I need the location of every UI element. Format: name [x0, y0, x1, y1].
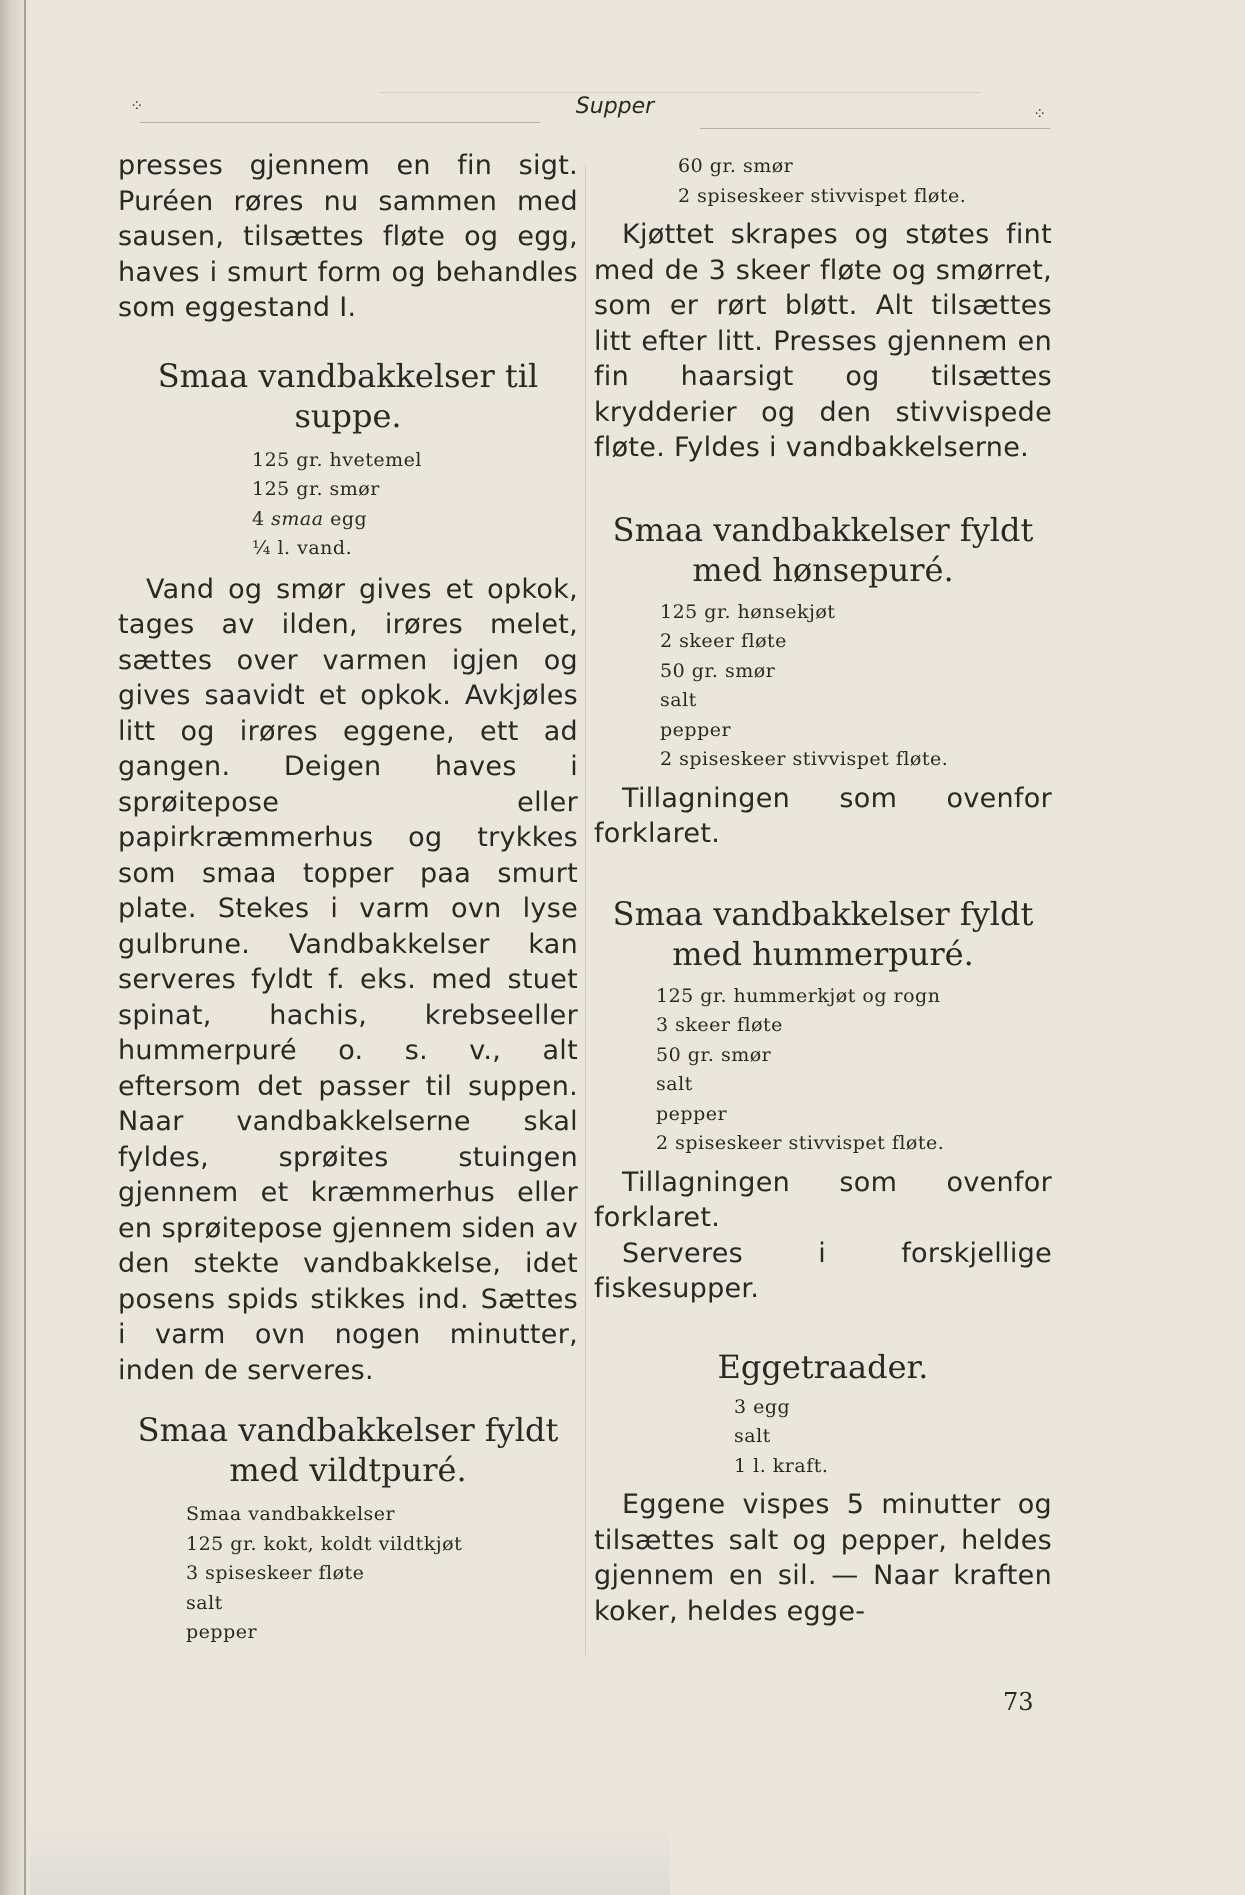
recipe-title-eggetraader: Eggetraader.: [717, 1347, 929, 1386]
ingredient-item: Smaa vandbakkelser: [186, 1503, 396, 1525]
recipe-title-honsepure: Smaa vandbakkelser fyldt med hønsepuré.: [612, 510, 1034, 589]
recipe-serving-paragraph: Serveres i forskjellige fiskesupper.: [594, 1237, 1052, 1304]
ingredient-item: pepper: [186, 1621, 258, 1643]
recipe-method-paragraph: Kjøttet skrapes og støtes fint med de 3 skeer fløte og smørret, som er rørt bløtt. Alt tilsættes litt efter litt. Presses gjennem en fin haarsigt og tilsættes krydderier og den stivvispede fløte. Fyldes i vandbakkelserne.: [594, 219, 1052, 463]
header-rule-right: [700, 128, 1050, 129]
ingredient-list-eggetraader: [734, 1393, 1052, 1482]
ingredient-item: 2 spiseskeer stivvispet fløte.: [678, 184, 967, 207]
ingredient-item: ¼ l. vand.: [252, 537, 353, 559]
ingredient-item: 1 l. kraft.: [734, 1454, 829, 1477]
ingredient-item: 125 gr. smør: [252, 478, 380, 500]
recipe-title-hummerpure: Smaa vandbakkelser fyldt med hummerpuré.: [612, 894, 1034, 973]
recipe-method-paragraph: Tillagningen som ovenfor forklaret.: [594, 1166, 1052, 1233]
ingredient-item: salt: [734, 1425, 771, 1447]
ingredient-item: 50 gr. smør: [656, 1043, 772, 1066]
left-column: [118, 148, 578, 1648]
header-ornament-left-icon: ⁘: [130, 96, 144, 115]
header-rule-top: [380, 92, 980, 93]
recipe-title-vildtpure: Smaa vandbakkelser fyldt med vildtpuré.: [137, 1411, 559, 1489]
ingredient-item: 2 spiseskeer stivvispet fløte.: [656, 1132, 945, 1154]
column-divider: [585, 165, 586, 1655]
ingredient-item: salt: [656, 1073, 693, 1095]
ingredient-item: pepper: [656, 1102, 728, 1125]
recipe-method-paragraph: Vand og smør gives et opkok, tages av ilden, irøres melet, sættes over varmen igjen og gives saavidt et opkok. Avkjøles litt og irøres eggene, ett ad gangen. Deigen haves i sprøitepose eller papirkræmmerhus og trykkes som smaa topper paa smurt plate. Stekes i varm ovn lyse gulbrune. Vandbakkelser kan serveres fyldt f. eks. med stuet spinat, hachis, krebseeller hummerpuré o. s. v., alt eftersom det passer til suppen. Naar vandbakkelserne skal fyldes, sprøites stuingen gjennem et kræmmerhus eller en sprøitepose gjennem siden av den stekte vandbakkelse, idet posens spids stikkes ind. Sættes i varm ovn nogen minutter, inden de serveres.: [118, 573, 578, 1386]
recipe-title-vandbakkelser-til-suppe: Smaa vandbakkelser til suppe.: [157, 356, 539, 435]
ingredient-qty: 4: [252, 507, 265, 530]
book-gutter-line: [24, 0, 26, 1895]
ingredient-name: egg: [330, 507, 368, 530]
ingredient-list-vildtpure-cont: [678, 152, 1052, 211]
page-number: 73: [1003, 1688, 1034, 1716]
running-head: Supper: [575, 94, 655, 119]
ingredient-list-vildtpure: [186, 1500, 578, 1648]
right-column: [594, 148, 1052, 1629]
ingredient-item: 2 spiseskeer stivvispet fløte.: [660, 748, 949, 770]
ingredient-list-vandbakkelser: [252, 446, 578, 564]
recipe-method-paragraph: Eggene vispes 5 minutter og tilsættes salt og pepper, heldes gjennem en sil. — Naar kraften koker, heldes egge-: [594, 1489, 1052, 1627]
ingredient-item: 3 spiseskeer fløte: [186, 1562, 365, 1584]
ingredient-item: 2 skeer fløte: [660, 630, 787, 652]
ingredient-list-hummerpure: [656, 982, 1052, 1159]
recipe-method-paragraph: Tillagningen som ovenfor forklaret.: [594, 782, 1052, 849]
continuation-paragraph: presses gjennem en fin sigt. Puréen røres nu sammen med sausen, tilsættes fløte og egg, haves i smurt form og behandles som eggestand I.: [118, 150, 578, 323]
header-rule-left: [140, 122, 540, 123]
ingredient-item: 125 gr. hvetemel: [252, 448, 422, 471]
page-bottom-shade: [30, 1820, 670, 1895]
ingredient-list-honsepure: [660, 598, 1052, 775]
ingredient-item: 60 gr. smør: [678, 155, 794, 177]
header-ornament-right-icon: ⁘: [1033, 104, 1047, 123]
ingredient-item: 3 egg: [734, 1395, 791, 1418]
ingredient-item: [252, 505, 578, 535]
ingredient-item: pepper: [660, 718, 732, 741]
ingredient-adjective: smaa: [271, 507, 324, 530]
ingredient-item: 3 skeer fløte: [656, 1014, 783, 1036]
ingredient-item: salt: [660, 689, 697, 711]
ingredient-item: salt: [186, 1591, 223, 1614]
ingredient-item: 50 gr. smør: [660, 659, 776, 682]
ingredient-item: 125 gr. hummerkjøt og rogn: [656, 984, 941, 1007]
ingredient-item: 125 gr. kokt, koldt vildtkjøt: [186, 1532, 463, 1555]
ingredient-item: 125 gr. hønsekjøt: [660, 600, 836, 623]
